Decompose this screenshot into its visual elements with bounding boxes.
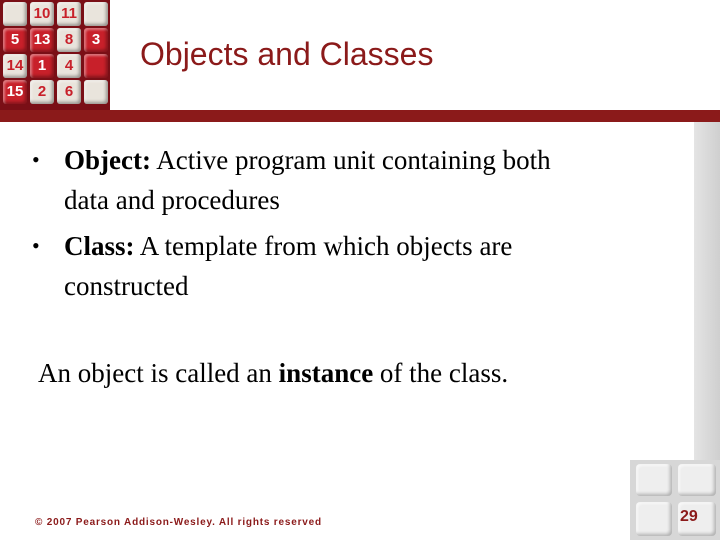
bullet-term: Class:	[64, 231, 135, 261]
key-shape	[678, 464, 716, 496]
puzzle-tile: 4	[57, 54, 81, 78]
key-shape	[636, 464, 672, 496]
puzzle-tile: 3	[84, 28, 108, 52]
bullet-item	[30, 226, 680, 306]
slide-body	[30, 140, 680, 312]
instance-term: instance	[278, 358, 374, 388]
puzzle-tile: 14	[3, 54, 27, 78]
keyboard-image	[630, 460, 720, 540]
title-rule	[0, 110, 720, 122]
instance-note-start: An object is called an	[38, 358, 279, 388]
slide-title: Objects and Classes	[140, 36, 434, 72]
puzzle-tile: 11	[57, 2, 81, 26]
page-number: 29	[680, 508, 698, 525]
bullet-text-continued: constructed	[64, 271, 189, 301]
bullet-dot: •	[32, 147, 40, 172]
bullet-dot: •	[32, 233, 40, 258]
puzzle-tile	[84, 2, 108, 26]
puzzle-tile: 6	[57, 80, 81, 104]
puzzle-tile: 1	[30, 54, 54, 78]
puzzle-tile: 8	[57, 28, 81, 52]
puzzle-tile	[3, 2, 27, 26]
puzzle-tile: 2	[30, 80, 54, 104]
instance-note-end: of the class.	[373, 358, 509, 388]
bullet-term: Object:	[64, 145, 151, 175]
puzzle-tile	[84, 80, 108, 104]
puzzle-tile: 10	[30, 2, 54, 26]
key-shape	[636, 502, 672, 536]
side-border	[694, 122, 720, 462]
bullet-text: Active program unit containing both	[150, 145, 551, 175]
puzzle-tile	[84, 54, 108, 78]
copyright-footer: © 2007 Pearson Addison-Wesley. All rights reserved	[35, 517, 322, 528]
puzzle-tile: 15	[3, 80, 27, 104]
puzzle-tile: 5	[3, 28, 27, 52]
puzzle-image	[0, 0, 110, 110]
bullet-text-continued: data and procedures	[64, 185, 280, 215]
bullet-text: A template from which objects are	[134, 231, 513, 261]
instance-note	[38, 358, 508, 389]
puzzle-tile: 13	[30, 28, 54, 52]
bullet-item	[30, 140, 680, 220]
